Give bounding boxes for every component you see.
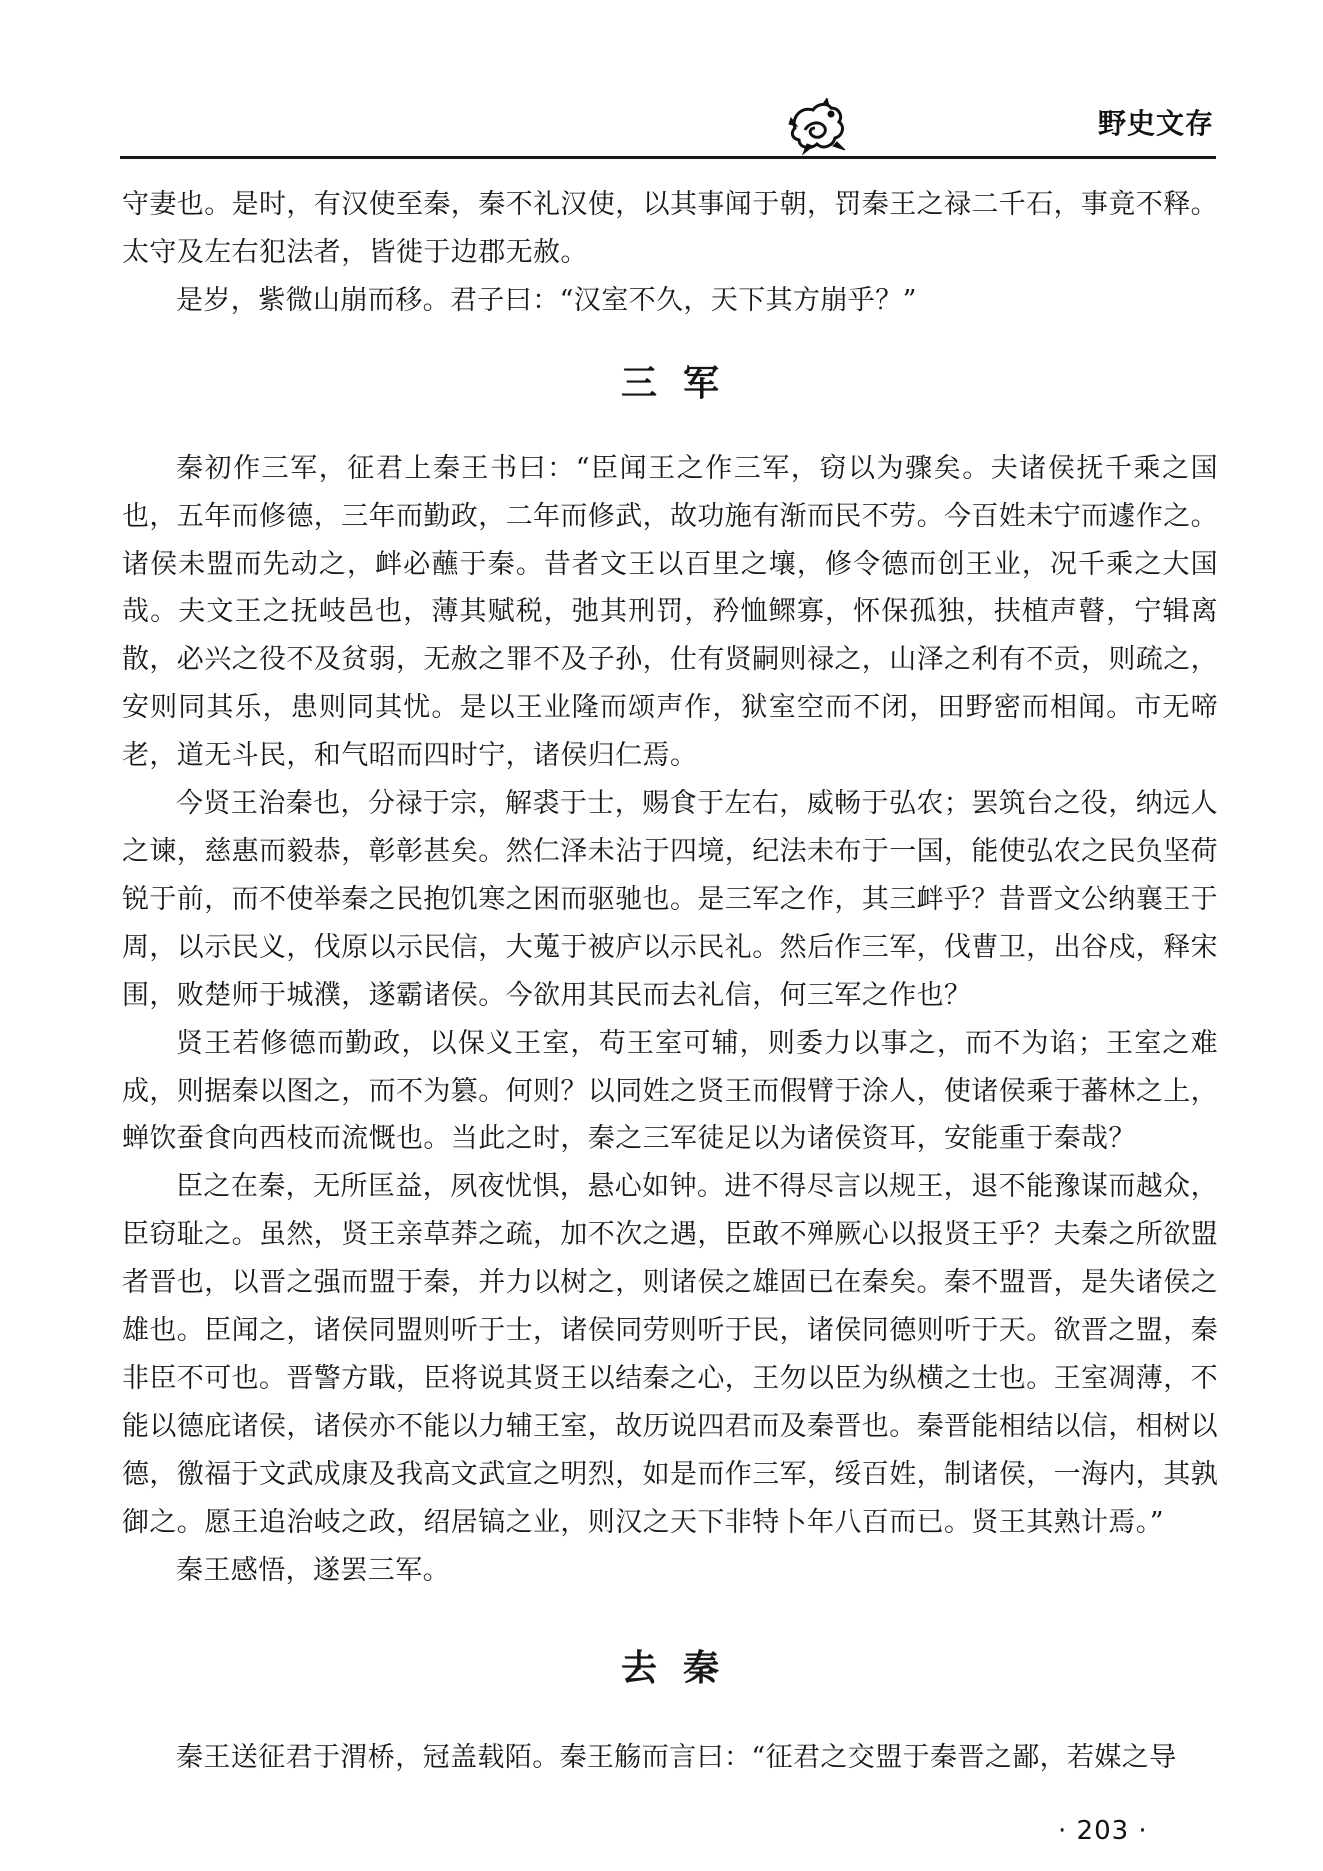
dragon-emblem-icon <box>787 98 847 156</box>
paragraph: 今贤王治秦也，分禄于宗，解裘于士，赐食于左右，威畅于弘农；罢筑台之役，纳远人之谏，慈惠而毅恭，彰彰甚矣。然仁泽未沾于四境，纪法未布于一国，能使弘农之民负坚荷锐于前，而不使举秦之民抱饥寒之困而驱驰也。是三军之作，其三衅乎？昔晋文公纳襄王于周，以示民义，伐原以示民信，大蒐于被庐以示民礼。然后作三军，伐曹卫，出谷戍，释宋围，败楚师于城濮，遂霸诸侯。今欲用其民而去礼信，何三军之作也？ <box>122 788 1218 1011</box>
page-content <box>122 181 1218 1782</box>
paragraph: 守妻也。是时，有汉使至秦，秦不礼汉使，以其事闻于朝，罚秦王之禄二千石，事竟不释。太守及左右犯法者，皆徙于边郡无赦。 <box>122 189 1218 268</box>
page-number: · 203 · <box>1058 1816 1148 1846</box>
section-title: 去秦 <box>620 1647 745 1690</box>
header-divider <box>120 156 1216 159</box>
paragraph: 臣之在秦，无所匡益，夙夜忧惧，悬心如钟。进不得尽言以规王，退不能豫谋而越众，臣窃耻之。虽然，贤王亲草莽之疏，加不次之遇，臣敢不殚厥心以报贤王乎？夫秦之所欲盟者晋也，以晋之强而盟于秦，并力以树之，则诸侯之雄固已在秦矣。秦不盟晋，是失诸侯之雄也。臣闻之，诸侯同盟则听于士，诸侯同劳则听于民，诸侯同德则听于天。欲晋之盟，秦非臣不可也。晋警方戢，臣将说其贤王以结秦之心，王勿以臣为纵横之士也。王室凋薄，不能以德庇诸侯，诸侯亦不能以力辅王室，故历说四君而及秦晋也。秦晋能相结以信，相树以德，徼福于文武成康及我高文武宣之明烈，如是而作三军，绥百姓，制诸侯，一海内，其孰御之。愿王追治岐之政，绍居镐之业，则汉之天下非特卜年八百而已。贤王其熟计焉。” <box>122 1171 1218 1538</box>
paragraph: 秦王送征君于渭桥，冠盖载陌。秦王觞而言曰：“征君之交盟于秦晋之鄙，若媒之导 <box>176 1742 1177 1774</box>
book-title: 野史文存 <box>1098 107 1215 140</box>
paragraph: 是岁，紫微山崩而移。君子曰：“汉室不久，天下其方崩乎？” <box>176 284 917 316</box>
running-header <box>0 0 1323 160</box>
section-title: 三军 <box>620 361 745 404</box>
paragraph: 秦王感悟，遂罢三军。 <box>176 1554 450 1586</box>
paragraph: 贤王若修德而勤政，以保义王室，苟王室可辅，则委力以事之，而不为谄；王室之难成，则据秦以图之，而不为篡。何则？以同姓之贤王而假臂于涂人，使诸侯乘于蕃林之上，蝉饮蚕食向西枝而流慨也。当此之时，秦之三军徒足以为诸侯资耳，安能重于秦哉？ <box>122 1027 1218 1155</box>
paragraph: 秦初作三军，征君上秦王书曰：“臣闻王之作三军，窃以为骤矣。夫诸侯抚千乘之国也，五年而修德，三年而勤政，二年而修武，故功施有渐而民不劳。今百姓未宁而遽作之。诸侯未盟而先动之，衅必蘸于秦。昔者文王以百里之壤，修令德而创王业，况千乘之大国哉。夫文王之抚岐邑也，薄其赋税，弛其刑罚，矜恤鳏寡，怀保孤独，扶植声瞽，宁辑离散，必兴之役不及贫弱，无赦之罪不及子孙，仕有贤嗣则禄之，山泽之利有不贡，则疏之，安则同其乐，患则同其忧。是以王业隆而颂声作，狱室空而不闭，田野密而相闻。市无啼老，道无斗民，和气昭而四时宁，诸侯归仁焉。 <box>122 452 1218 772</box>
